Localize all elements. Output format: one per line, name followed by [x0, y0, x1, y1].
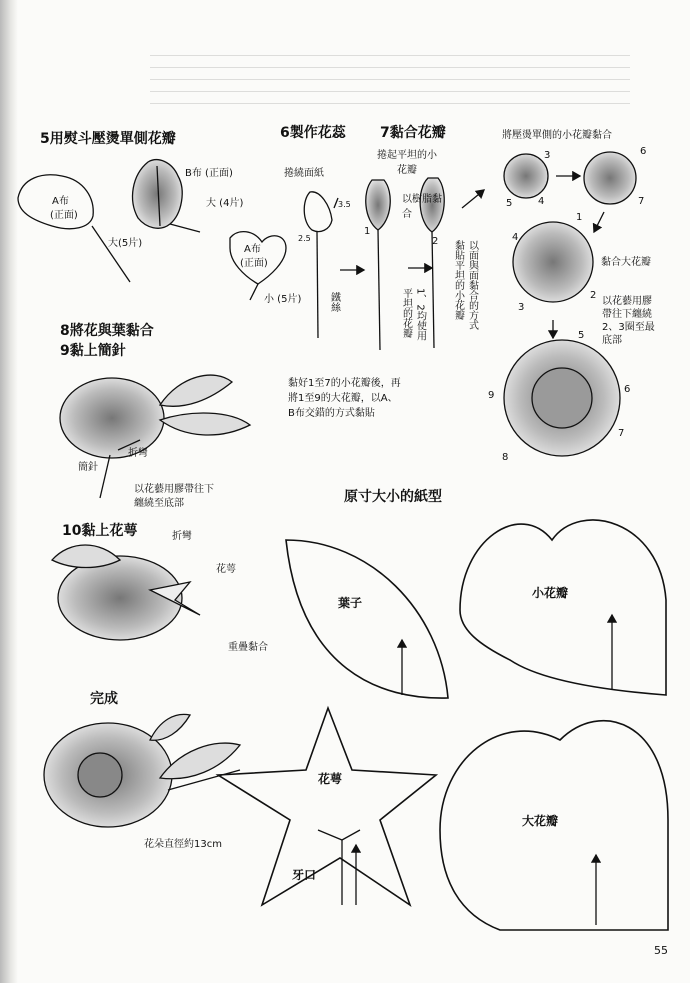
- wire-label: 鐵絲: [328, 292, 340, 312]
- lift-note: 捲起平坦的小花瓣: [377, 150, 437, 176]
- bend-label-8: 折彎: [128, 448, 148, 459]
- side-num-5: 5: [506, 198, 513, 209]
- pin-label: 簡針: [78, 462, 98, 473]
- calyx-label-10: 花萼: [216, 564, 236, 575]
- side-num-4b: 4: [512, 232, 519, 243]
- stick-note: 黏貼平坦的小花瓣: [452, 240, 464, 320]
- surface-note: 以面與面黏合的方式: [466, 240, 478, 330]
- step6-title: 6製作花蕊: [280, 125, 346, 141]
- patterns-title: 原寸大小的紙型: [344, 489, 442, 505]
- large-num-5: 5: [578, 330, 585, 341]
- large-num-6: 6: [624, 384, 631, 395]
- rose-small-1: [504, 154, 548, 198]
- a-cloth-label: A布: [52, 196, 69, 207]
- page-number: 55: [654, 944, 668, 957]
- instr-line-2: 將1至9的大花瓣，以A、: [288, 393, 398, 404]
- pattern-calyx-label: 花萼: [318, 772, 343, 786]
- side-num-7: 7: [638, 196, 645, 207]
- dim-35-label: 3.5: [338, 200, 351, 209]
- dim-25-label: 2.5: [298, 234, 311, 243]
- a-front-label-2: (正面): [240, 258, 268, 269]
- flower-10: [58, 556, 182, 640]
- large-num-8: 8: [502, 452, 509, 463]
- tape-note-2: 帶往下纏繞: [602, 309, 652, 320]
- diameter-label: 花朵直徑約13cm: [144, 839, 222, 850]
- bud-1: [366, 180, 391, 230]
- pattern-leaf: [286, 540, 448, 698]
- done-title: 完成: [90, 691, 118, 707]
- flower-8: [60, 378, 164, 458]
- side-num-4: 4: [538, 196, 545, 207]
- tape-label-8a: 以花藝用膠帶往下: [134, 484, 214, 495]
- bud-num-1: 1: [364, 226, 371, 237]
- large-num-9: 9: [488, 390, 495, 401]
- stamen-cone: [304, 192, 332, 232]
- rose-small-2: [584, 152, 636, 204]
- glue-large-label: 黏合大花瓣: [601, 257, 651, 268]
- large-num-7: 7: [618, 428, 625, 439]
- side-num-6: 6: [640, 146, 647, 157]
- large-qty-label: 大(5片): [108, 238, 143, 249]
- pattern-calyx: [218, 708, 436, 905]
- a-cloth-label-2: A布: [244, 244, 261, 255]
- overlap-label: 重疊黏合: [228, 642, 268, 653]
- rose-medium: [513, 222, 593, 302]
- pattern-small-petal: [460, 520, 666, 695]
- pattern-small-petal-label: 小花瓣: [532, 586, 569, 600]
- tape-note-1: 以花藝用膠: [602, 296, 652, 307]
- tape-note-4: 底部: [602, 335, 622, 346]
- use-12-note: 1、2均使用: [414, 288, 426, 341]
- step10-title: 10黏上花萼: [62, 523, 138, 539]
- instr-line-3: B布交錯的方式黏貼: [288, 408, 375, 419]
- step9-title: 9黏上簡針: [60, 343, 126, 359]
- step5-title: 5用熨斗壓燙單側花瓣: [40, 131, 176, 147]
- flat-petal-note: 平坦的花瓣: [400, 288, 412, 338]
- pattern-notch-label: 牙口: [292, 868, 317, 882]
- side-num-3b: 3: [518, 302, 525, 313]
- b-large-label: 大 (4片): [206, 198, 244, 209]
- glue-note: 以樹脂黏合: [402, 194, 442, 220]
- side-glue-title: 將壓燙單側的小花瓣黏合: [502, 130, 612, 141]
- tape-note-3: 2、3圈至最: [602, 322, 655, 333]
- bend-label-10: 折彎: [172, 531, 192, 542]
- pattern-large-petal-label: 大花瓣: [522, 814, 559, 828]
- tape-label-8b: 纏繞至底部: [134, 498, 184, 509]
- roll-paper-label: 捲繞面紙: [284, 168, 324, 179]
- a-front-label: (正面): [50, 210, 78, 221]
- step8-title: 8將花與葉黏合: [60, 323, 154, 339]
- instr-line-1: 黏好1至7的小花瓣後，再: [288, 378, 401, 389]
- pattern-leaf-label: 葉子: [338, 596, 363, 610]
- step7-title: 7黏合花瓣: [380, 125, 446, 141]
- bud-num-2: 2: [432, 236, 439, 247]
- small-qty-label: 小 (5片): [264, 294, 302, 305]
- side-num-1: 1: [576, 212, 583, 223]
- b-cloth-label: B布 (正面): [185, 168, 233, 179]
- side-num-3: 3: [544, 150, 551, 161]
- side-num-2: 2: [590, 290, 597, 301]
